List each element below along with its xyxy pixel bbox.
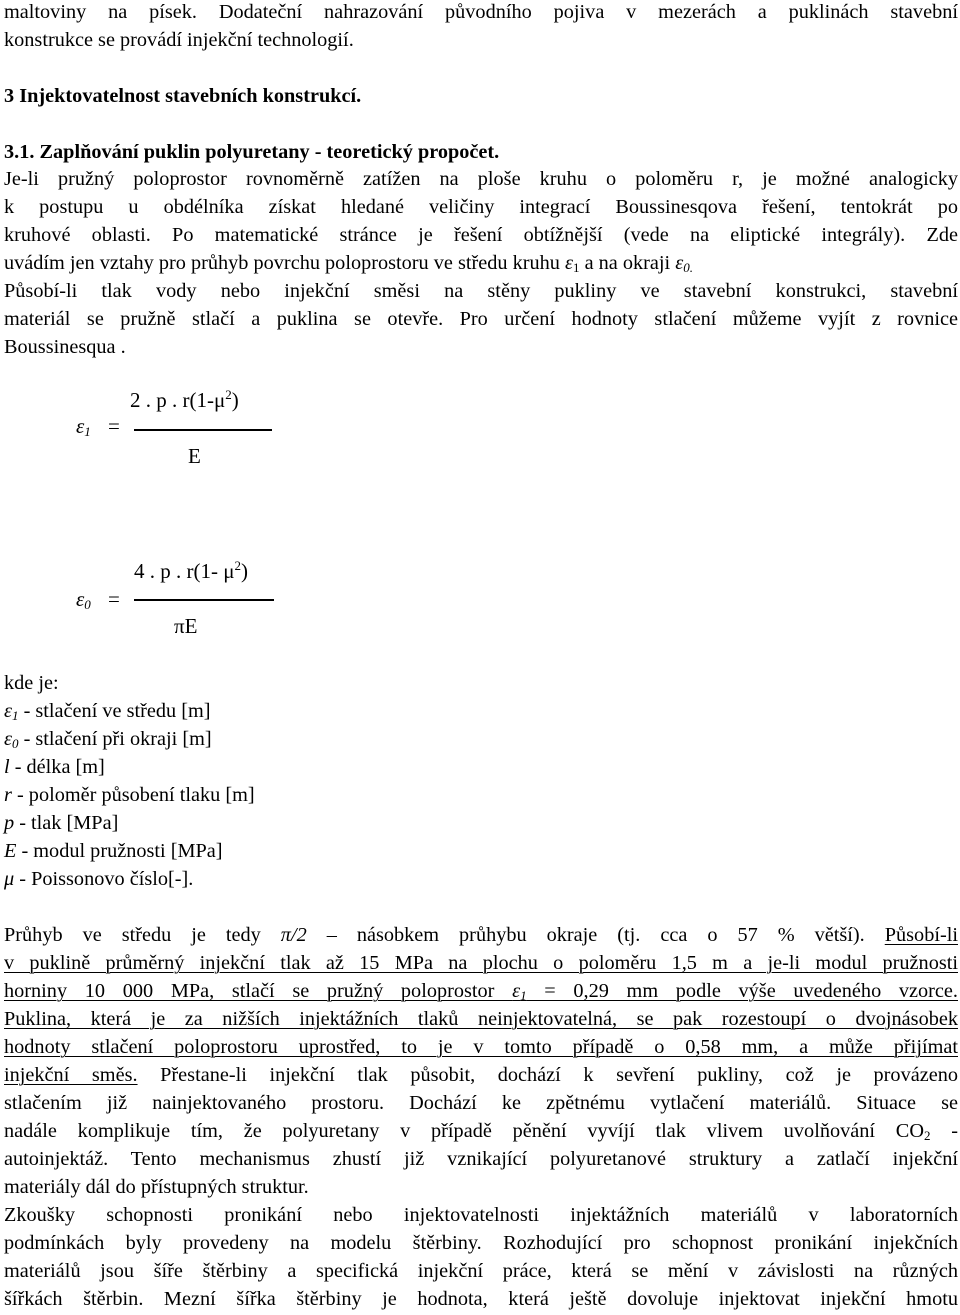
text-line: v puklině průměrný injekční tlak až 15 MPa na plochu o poloměru 1,5 m a je-li modul pružnosti: [4, 952, 958, 974]
legend-item: μ - Poissonovo číslo[-].: [4, 868, 194, 890]
symbol-epsilon: ε: [565, 252, 574, 274]
subsection-heading: 3.1. Zaplňování puklin polyuretany - teoretický propočet.: [4, 141, 500, 163]
text-line: Působí-li tlak vody nebo injekční směsi na stěny pukliny ve stavební konstrukci, stavební: [4, 280, 958, 302]
text-line: Puklina, která je za nižších injektážních tlaků neinjektovatelná, se pak rozestoupí o dvojnásobek: [4, 1008, 958, 1030]
legend-item: $\varepsilon_1$ - stlačení ve středu [m]: [4, 700, 211, 723]
legend-intro: kde je:: [4, 672, 59, 694]
subscript: 0.: [683, 260, 693, 275]
fraction-bar: [134, 599, 274, 601]
text-line: materiálů jsou šíře štěrbiny a specifická injekční práce, která se mění v závislosti na různých: [4, 1260, 958, 1282]
formula-lhs: $\varepsilon_1$: [76, 414, 91, 439]
text-line: materiál se pružně stlačí a puklina se otevře. Pro určení hodnoty stlačení můžeme vyjít z rovnice: [4, 308, 958, 330]
formula-numerator: 4 . p . r(1- $\mu^2$): [134, 558, 248, 583]
text-fragment: a na okraji: [579, 252, 676, 274]
text-line: Je-li pružný poloprostor rovnoměrně zatížen na ploše kruhu o poloměru r, je možné analogicky: [4, 168, 958, 190]
text-line: konstrukce se provádí injekční technologií.: [4, 29, 354, 51]
text-line: maltoviny na písek. Dodateční nahrazování původního pojiva v mezerách a puklinách stavební: [4, 1, 958, 23]
legend-item: $\varepsilon_0$ - stlačení při okraji [m]: [4, 728, 212, 751]
text-line: nadále komplikuje tím, že polyuretany v případě pěnění vyvíjí tlak vlivem uvolňování $CO_2$ -: [4, 1120, 959, 1143]
text-line: autoinjektáž. Tento mechanismus zhustí již vznikající polyuretanové struktury a zatlačí injekční: [4, 1148, 958, 1170]
formula-numerator: 2 . p . $r(1-\mu^2)$: [130, 387, 239, 412]
formula-denominator: E: [188, 444, 201, 468]
fraction-bar: [134, 429, 272, 431]
text-fragment: uvádím jen vztahy pro průhyb povrchu poloprostoru ve středu kruhu: [4, 252, 566, 274]
text-line: stlačením již nainjektovaného prostoru. Dochází ke zpětnému vytlačení materiálů. Situace se: [4, 1092, 958, 1114]
text-line: [4, 249, 693, 277]
text-line: šířkách štěrbin. Mezní šířka štěrbiny je hodnota, která ještě dovoluje injektovat injekční hmotu: [4, 1288, 958, 1310]
equals-sign: =: [108, 587, 120, 611]
legend-item: p - tlak [MPa]: [4, 812, 119, 834]
subscript: 1: [573, 260, 580, 275]
section-heading: 3 Injektovatelnost stavebních konstrukcí.: [4, 85, 362, 107]
text-line: materiály dál do přístupných struktur.: [4, 1176, 309, 1198]
text-line: horniny 10 000 MPa, stlačí se pružný poloprostor $\varepsilon_1 = 0,29$ mm podle výše uvedeného vzorce.: [4, 980, 958, 1003]
formula-lhs: $\varepsilon_0$: [76, 587, 91, 612]
equals-sign: =: [108, 414, 120, 438]
legend-item: E - modul pružnosti [MPa]: [4, 840, 223, 862]
legend-item: r - poloměr působení tlaku [m]: [4, 784, 255, 806]
text-line: Zkoušky schopnosti pronikání nebo injektovatelnosti injektážních materiálů v laboratorních: [4, 1204, 958, 1226]
text-line: k postupu u obdélníka získat hledané veličiny integrací Boussinesqova řešení, tentokrát po: [4, 196, 958, 218]
text-line: podmínkách byly provedeny na modelu štěrbiny. Rozhodující pro schopnost pronikání injekčních: [4, 1232, 958, 1254]
symbol-epsilon: ε: [675, 252, 684, 274]
text-line: kruhové oblasti. Po matematické stránce je řešení obtížnější (vede na eliptické integrály). Zde: [4, 224, 958, 246]
text-line: Boussinesqua .: [4, 336, 126, 358]
formula-denominator: πE: [174, 614, 198, 638]
text-line: injekční směs. Přestane-li injekční tlak působit, dochází k sevření pukliny, což je provázeno: [4, 1064, 958, 1086]
text-line: hodnoty stlačení poloprostoru uprostřed, to je v tomto případě o 0,58 mm, a může přijímat: [4, 1036, 958, 1058]
legend-item: l - délka [m]: [4, 756, 105, 778]
text-line: Průhyb ve středu je tedy π/2 – násobkem průhybu okraje (tj. cca o 57 % větší). Působí-li: [4, 924, 958, 946]
